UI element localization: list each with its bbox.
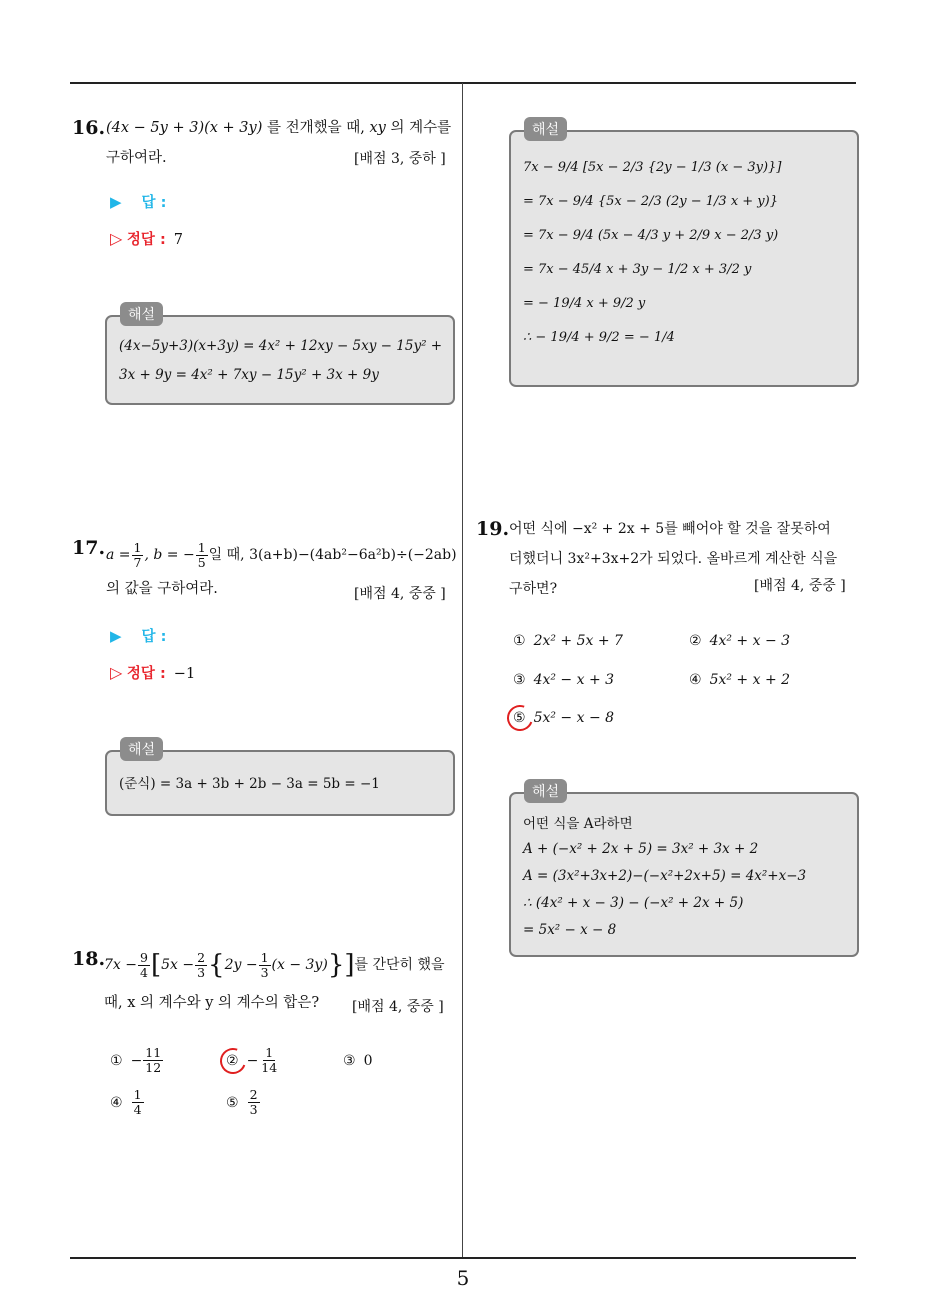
q19-line3: 구하면?: [509, 581, 558, 597]
triangle-outline-icon: ▷: [110, 663, 123, 682]
choice-den: 14: [261, 1060, 278, 1075]
q16-correct-label: 정답 :: [126, 232, 166, 248]
q19-line2: 더했더니 3x²+3x+2가 되었다. 올바르게 계산한 식을: [509, 551, 838, 567]
q17-b-num: 1: [197, 539, 206, 555]
q16-text: 를 전개했을 때,: [262, 120, 370, 136]
q18-part-b: 2y −: [224, 957, 258, 973]
choice-den: 4: [133, 1102, 142, 1117]
choice-number: ①: [513, 633, 526, 649]
choice-number: ⑤: [226, 1094, 239, 1111]
q18-f3-den: 3: [260, 964, 269, 980]
q19-choice-5[interactable]: [513, 710, 614, 726]
q18-expl-line1: 7x − 9/4 [5x − 2/3 {2y − 1/3 (x − 3y)}]: [523, 159, 782, 175]
q18-expl-line3: = 7x − 9/4 (5x − 4/3 y + 2/9 x − 2/3 y): [523, 227, 779, 243]
q17-score: [배점 4, 중중 ]: [354, 586, 446, 602]
q18-number: 18.: [72, 948, 106, 970]
choice-text: 5x² + x + 2: [709, 672, 791, 688]
column-divider: [462, 83, 463, 1257]
choice-num: 2: [249, 1087, 258, 1102]
q18-f2-num: 2: [197, 949, 206, 965]
q18-f2-den: 3: [197, 964, 206, 980]
choice-num: 1: [133, 1087, 142, 1102]
q17-answer-label: 답 :: [141, 629, 167, 645]
q18-question: 7x − $\frac{9}{4}$ [ 5x − $\frac{2}{3}$ { 2y − $\frac{1}{3}$ (x − 3y) }] 를 간단히 했을: [104, 949, 445, 980]
q16-expl-line1: (4x−5y+3)(x+3y) = 4x² + 12xy − 5xy − 15y² +: [119, 337, 443, 354]
q18-choice-3[interactable]: [343, 1053, 372, 1069]
q17-answer-row: [110, 625, 166, 646]
choice-text: 4x² + x − 3: [709, 633, 791, 649]
choice-number-marked: [513, 710, 526, 726]
q16-number: 16.: [72, 117, 106, 139]
q19-explanation-box: [509, 784, 859, 957]
play-icon: ▶: [110, 627, 122, 645]
choice-den: 3: [249, 1102, 258, 1117]
page-number: 5: [456, 1266, 470, 1290]
choice-number: ④: [689, 672, 702, 688]
q19-choice-3[interactable]: [513, 672, 614, 688]
q17-correct-value: −1: [173, 666, 196, 682]
q19-explanation-tag: 해설: [524, 779, 567, 803]
q16-explanation-tag: 해설: [120, 302, 163, 326]
top-rule: [70, 82, 856, 84]
q18-f1-den: 4: [139, 964, 148, 980]
q16-text-tail: 의 계수를: [385, 120, 452, 136]
q17-a-eq: a =: [106, 547, 131, 563]
choice-num: 11: [145, 1045, 162, 1060]
choice-text: 4x² − x + 3: [533, 672, 615, 688]
q19-choice-2[interactable]: [689, 633, 790, 649]
choice-sign: −: [130, 1052, 143, 1069]
q18-expr-prefix: 7x −: [104, 957, 137, 973]
q19-number: 19.: [476, 518, 510, 540]
q17-expl-line1: (준식) = 3a + 3b + 2b − 3a = 5b = −1: [119, 775, 380, 792]
q18-part-a: 5x −: [161, 957, 195, 973]
choice-num: 1: [265, 1045, 274, 1060]
q17-a-num: 1: [133, 539, 142, 555]
q16-var: xy: [369, 120, 386, 136]
q18-explanation-box: [509, 122, 859, 387]
q19-expl-line3: A = (3x²+3x+2)−(−x²+2x+5) = 4x²+x−3: [523, 867, 807, 884]
play-icon: ▶: [110, 193, 122, 211]
q16-score: [배점 3, 중하 ]: [354, 151, 446, 167]
q18-choice-2[interactable]: [226, 1046, 280, 1075]
q18-expl-line5: = − 19/4 x + 9/2 y: [523, 295, 646, 311]
q17-b-eq: , b = −: [144, 547, 195, 563]
answer-circle-mark: [503, 701, 538, 736]
choice-text: 2x² + 5x + 7: [533, 633, 623, 649]
q19-choice-4[interactable]: [689, 672, 790, 688]
q16-expression: (4x − 5y + 3)(x + 3y): [106, 120, 263, 136]
q19-choice-1[interactable]: [513, 633, 623, 649]
q17-line2: 의 값을 구하여라.: [106, 581, 218, 597]
q18-part-c: (x − 3y): [271, 957, 328, 973]
q17-question: [106, 540, 460, 570]
triangle-outline-icon: ▷: [110, 229, 123, 248]
choice-sign: −: [246, 1052, 259, 1069]
q19-score: [배점 4, 중중 ]: [754, 578, 846, 594]
choice-number: ⑤: [513, 710, 526, 726]
q17-b-den: 5: [197, 554, 206, 570]
q19-expl-line2: A + (−x² + 2x + 5) = 3x² + 3x + 2: [523, 840, 759, 857]
answer-circle-mark: [216, 1043, 251, 1078]
q18-line2: 때, x 의 계수와 y 의 계수의 합은?: [104, 995, 320, 1011]
choice-number: ③: [513, 672, 526, 688]
choice-number-marked: [226, 1053, 239, 1069]
choice-number: ②: [226, 1052, 239, 1069]
choice-den: 12: [145, 1060, 162, 1075]
q16-answer-row: [110, 191, 166, 212]
choice-number: ②: [689, 633, 702, 649]
q18-explanation-tag: 해설: [524, 117, 567, 141]
q17-number: 17.: [72, 537, 106, 559]
q17-correct-row: [110, 662, 195, 683]
choice-number: ④: [110, 1094, 123, 1111]
choice-number: ③: [343, 1053, 356, 1069]
choice-text: 5x² − x − 8: [533, 710, 615, 726]
q16-answer-label: 답 :: [141, 195, 167, 211]
q18-f3-num: 1: [260, 949, 269, 965]
q19-line1: 어떤 식에 −x² + 2x + 5를 빼어야 할 것을 잘못하여: [509, 521, 831, 537]
q17-explanation-tag: 해설: [120, 737, 163, 761]
q18-choice-5[interactable]: [226, 1088, 261, 1117]
q18-score: [배점 4, 중중 ]: [352, 999, 444, 1015]
q18-choice-1[interactable]: [110, 1046, 164, 1075]
q19-expl-line1: 어떤 식을 A라하면: [523, 815, 633, 832]
bottom-rule: [70, 1257, 856, 1259]
q16-correct-row: [110, 228, 183, 249]
q16-correct-value: 7: [173, 232, 184, 248]
q16-explanation-box: [105, 307, 455, 405]
q18-expl-line2: = 7x − 9/4 {5x − 2/3 (2y − 1/3 x + y)}: [523, 193, 778, 209]
q18-expl-line4: = 7x − 45/4 x + 3y − 1/2 x + 3/2 y: [523, 261, 752, 277]
choice-text: 0: [363, 1053, 373, 1069]
q17-correct-label: 정답 :: [126, 666, 166, 682]
q16-line2: 구하여라.: [106, 150, 167, 166]
q17-text: 일 때, 3(a+b)−(4ab²−6a²b)÷(−2ab): [208, 547, 457, 563]
q18-expl-line6: ∴ − 19/4 + 9/2 = − 1/4: [523, 329, 675, 345]
q18-f1-num: 9: [139, 949, 148, 965]
q19-expl-line5: = 5x² − x − 8: [523, 921, 617, 938]
q18-choice-4[interactable]: [110, 1088, 145, 1117]
q19-expl-line4: ∴ (4x² + x − 3) − (−x² + 2x + 5): [523, 894, 744, 911]
q16-expl-line2: 3x + 9y = 4x² + 7xy − 15y² + 3x + 9y: [119, 366, 379, 383]
q17-explanation-box: [105, 742, 455, 816]
q17-a-den: 7: [133, 554, 142, 570]
choice-number: ①: [110, 1052, 123, 1069]
q18-text: 를 간단히 했을: [354, 957, 445, 973]
